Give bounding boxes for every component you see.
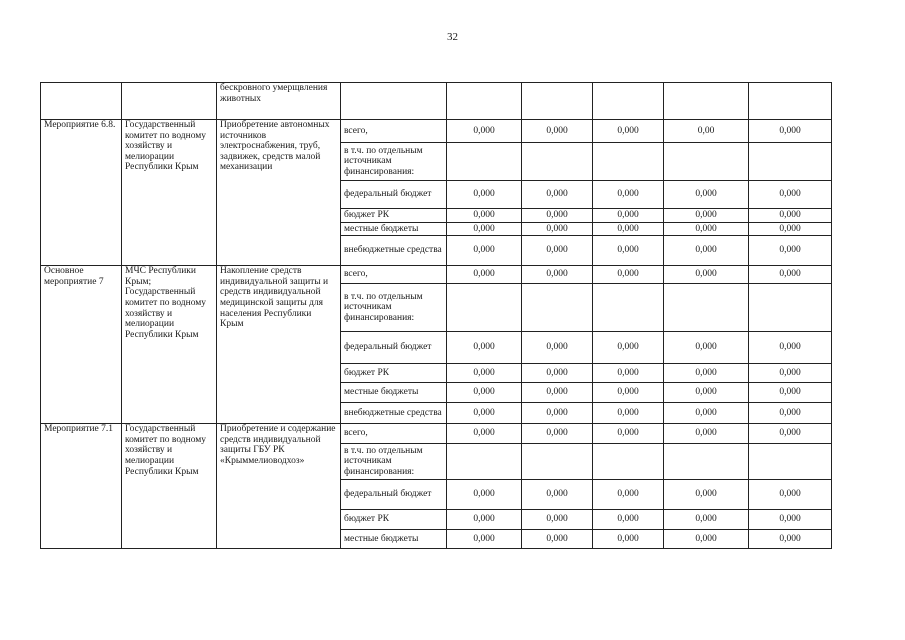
value-cell: 0,000 (749, 403, 832, 424)
value-cell (522, 143, 593, 181)
value-cell: 0,000 (664, 424, 749, 444)
value-cell: 0,000 (447, 209, 522, 223)
value-cell (664, 284, 749, 332)
source-cell: бюджет РК (341, 364, 447, 383)
value-cell (593, 143, 664, 181)
value-cell: 0,000 (522, 424, 593, 444)
value-cell: 0,000 (593, 480, 664, 510)
value-cell: 0,000 (749, 222, 832, 236)
value-cell: 0,000 (593, 364, 664, 383)
event-cell: Мероприятие 6.8. (41, 120, 122, 266)
table-row (41, 266, 832, 284)
value-cell: 0,000 (447, 222, 522, 236)
event-cell (41, 83, 122, 120)
table-row (41, 424, 832, 444)
source-cell: федеральный бюджет (341, 181, 447, 209)
page-number: 32 (447, 31, 458, 43)
value-cell (664, 444, 749, 480)
value-cell: 0,000 (749, 120, 832, 143)
value-cell: 0,000 (749, 383, 832, 403)
value-cell: 0,000 (749, 266, 832, 284)
value-cell: 0,000 (664, 530, 749, 549)
value-cell: 0,000 (447, 510, 522, 530)
value-cell (664, 143, 749, 181)
value-cell: 0,000 (749, 480, 832, 510)
value-cell (749, 444, 832, 480)
value-cell: 0,000 (593, 510, 664, 530)
budget-table (40, 82, 832, 549)
value-cell (447, 83, 522, 120)
value-cell: 0,000 (447, 424, 522, 444)
value-cell: 0,000 (593, 222, 664, 236)
description-cell: бескровного умерщвления животных (217, 83, 341, 120)
value-cell: 0,000 (447, 181, 522, 209)
value-cell (593, 444, 664, 480)
value-cell: 0,000 (664, 181, 749, 209)
value-cell: 0,000 (664, 480, 749, 510)
source-cell: в т.ч. по отдельным источникам финансирования: (341, 284, 447, 332)
event-cell: Мероприятие 7.1 (41, 424, 122, 549)
value-cell: 0,000 (593, 181, 664, 209)
value-cell: 0,000 (749, 424, 832, 444)
value-cell (749, 143, 832, 181)
value-cell: 0,000 (447, 480, 522, 510)
value-cell: 0,000 (664, 266, 749, 284)
source-cell: в т.ч. по отдельным источникам финансирования: (341, 143, 447, 181)
description-cell: Приобретение и содержание средств индивидуальной защиты ГБУ РК «Крыммелиоводхоз» (217, 424, 341, 549)
value-cell: 0,000 (749, 332, 832, 364)
value-cell (749, 83, 832, 120)
value-cell: 0,000 (522, 209, 593, 223)
value-cell: 0,000 (593, 209, 664, 223)
value-cell: 0,000 (593, 424, 664, 444)
value-cell: 0,000 (522, 510, 593, 530)
value-cell (522, 83, 593, 120)
value-cell: 0,000 (664, 403, 749, 424)
value-cell: 0,000 (664, 364, 749, 383)
source-cell: местные бюджеты (341, 530, 447, 549)
budget-table-body (41, 83, 832, 549)
value-cell (593, 83, 664, 120)
value-cell: 0,000 (447, 236, 522, 266)
source-cell: внебюджетные средства (341, 403, 447, 424)
value-cell: 0,000 (447, 120, 522, 143)
value-cell (447, 143, 522, 181)
value-cell (522, 444, 593, 480)
value-cell: 0,000 (447, 364, 522, 383)
value-cell: 0,000 (749, 209, 832, 223)
description-cell: Приобретение автономных источников электроснабжения, труб, задвижек, средств малой механизации (217, 120, 341, 266)
value-cell: 0,000 (749, 181, 832, 209)
source-cell: всего, (341, 120, 447, 143)
value-cell: 0,000 (522, 236, 593, 266)
value-cell: 0,000 (593, 383, 664, 403)
value-cell: 0,000 (522, 403, 593, 424)
value-cell: 0,000 (522, 181, 593, 209)
value-cell: 0,000 (593, 266, 664, 284)
source-cell: федеральный бюджет (341, 332, 447, 364)
executor-cell: МЧС Республики Крым; Государственный комитет по водному хозяйству и мелиорации Республики Крым (122, 266, 217, 424)
source-cell: бюджет РК (341, 510, 447, 530)
value-cell: 0,000 (522, 120, 593, 143)
value-cell: 0,000 (749, 236, 832, 266)
continuation-row (41, 83, 832, 120)
source-cell: федеральный бюджет (341, 480, 447, 510)
event-cell: Основное мероприятие 7 (41, 266, 122, 424)
value-cell: 0,000 (664, 236, 749, 266)
value-cell: 0,000 (447, 332, 522, 364)
value-cell: 0,000 (664, 510, 749, 530)
source-cell: местные бюджеты (341, 222, 447, 236)
value-cell: 0,000 (522, 530, 593, 549)
value-cell: 0,000 (664, 222, 749, 236)
source-cell: бюджет РК (341, 209, 447, 223)
executor-cell (122, 83, 217, 120)
value-cell: 0,000 (447, 403, 522, 424)
value-cell: 0,000 (522, 332, 593, 364)
executor-cell: Государственный комитет по водному хозяйству и мелиорации Республики Крым (122, 120, 217, 266)
description-cell: Накопление средств индивидуальной защиты и средств индивидуальной медицинской защиты для населения Республики Крым (217, 266, 341, 424)
source-cell: всего, (341, 266, 447, 284)
value-cell: 0,000 (664, 209, 749, 223)
value-cell: 0,000 (593, 120, 664, 143)
value-cell: 0,000 (522, 480, 593, 510)
value-cell: 0,000 (664, 383, 749, 403)
value-cell: 0,000 (593, 236, 664, 266)
value-cell: 0,000 (447, 266, 522, 284)
value-cell: 0,000 (447, 530, 522, 549)
value-cell (522, 284, 593, 332)
value-cell: 0,000 (664, 332, 749, 364)
value-cell: 0,000 (522, 383, 593, 403)
value-cell: 0,000 (522, 222, 593, 236)
value-cell: 0,000 (749, 510, 832, 530)
value-cell: 0,000 (593, 332, 664, 364)
source-cell: в т.ч. по отдельным источникам финансирования: (341, 444, 447, 480)
value-cell: 0,000 (593, 403, 664, 424)
table-row (41, 120, 832, 143)
value-cell (664, 83, 749, 120)
value-cell: 0,000 (749, 530, 832, 549)
source-cell: местные бюджеты (341, 383, 447, 403)
source-cell (341, 83, 447, 120)
value-cell (447, 284, 522, 332)
value-cell: 0,000 (522, 266, 593, 284)
value-cell: 0,000 (522, 364, 593, 383)
source-cell: всего, (341, 424, 447, 444)
source-cell: внебюджетные средства (341, 236, 447, 266)
value-cell: 0,000 (447, 383, 522, 403)
value-cell (593, 284, 664, 332)
value-cell: 0,00 (664, 120, 749, 143)
value-cell (447, 444, 522, 480)
value-cell (749, 284, 832, 332)
executor-cell: Государственный комитет по водному хозяйству и мелиорации Республики Крым (122, 424, 217, 549)
value-cell: 0,000 (593, 530, 664, 549)
value-cell: 0,000 (749, 364, 832, 383)
